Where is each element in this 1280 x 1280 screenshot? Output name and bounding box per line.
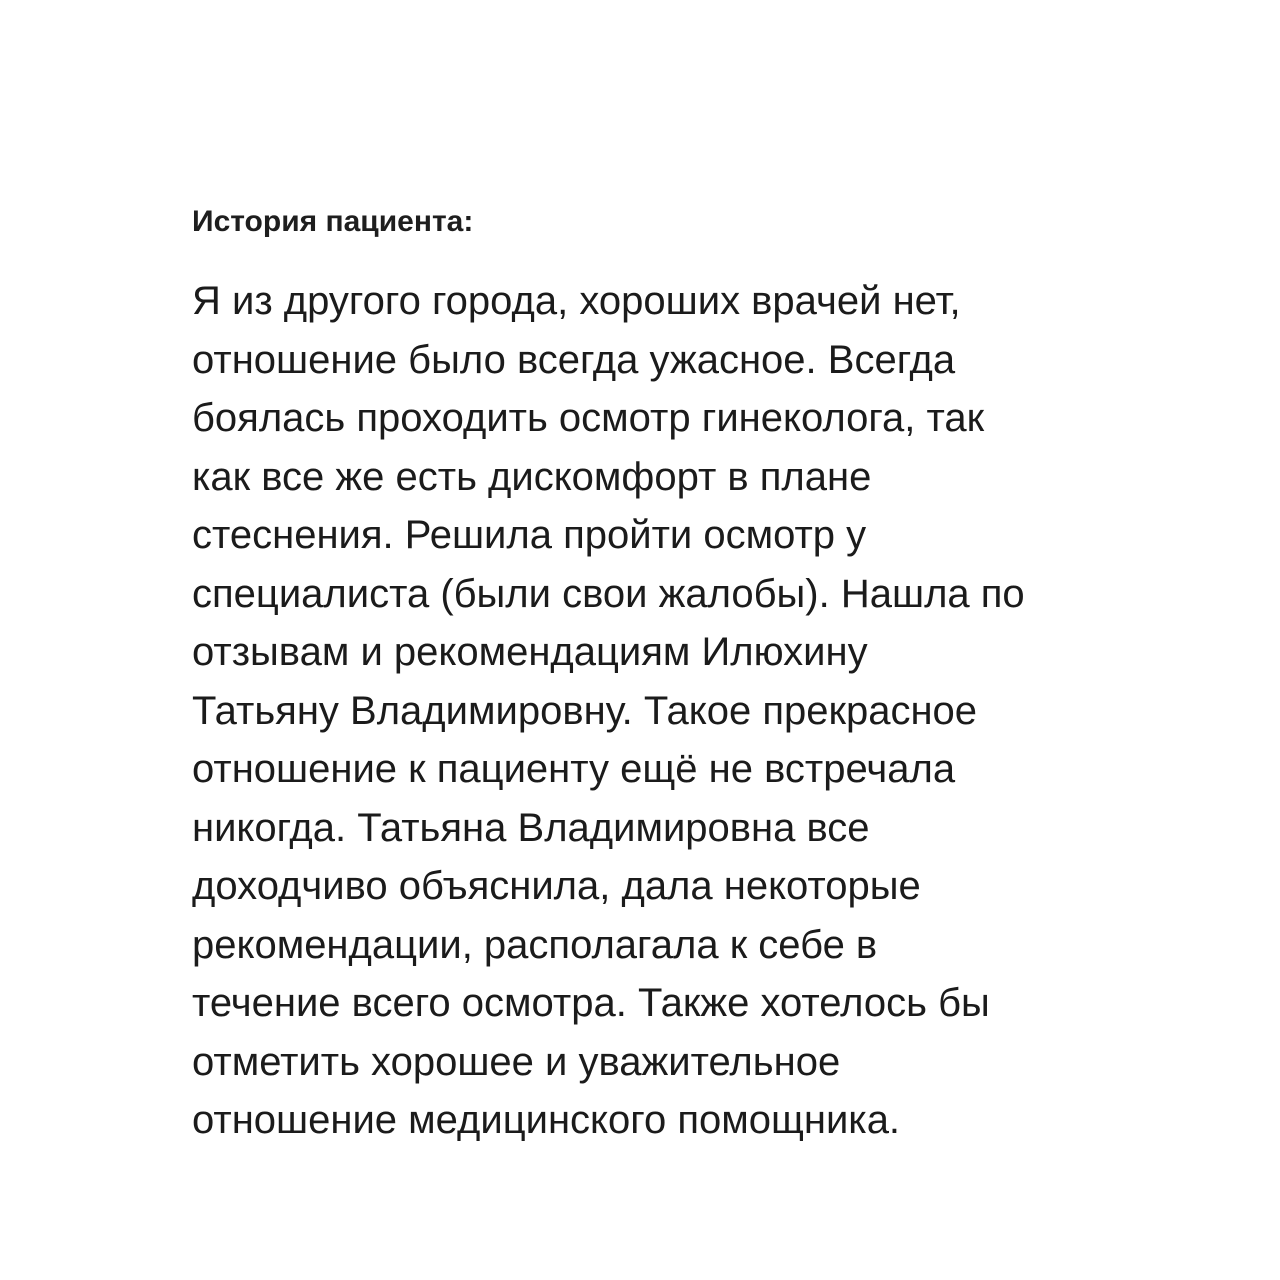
- story-line: специалиста (были свои жалобы). Нашла по: [192, 571, 1025, 616]
- story-line: доходчиво объяснила, дала некоторые: [192, 864, 921, 908]
- story-line: рекомендации, располагала к себе в: [192, 922, 878, 967]
- story-line: боялась проходить осмотр гинеколога, так: [192, 396, 985, 440]
- story-line: отношение было всегда ужасное. Всегда: [192, 337, 956, 382]
- story-line: как все же есть дискомфорт в плане: [192, 454, 872, 499]
- story-line: отношение к пациенту ещё не встречала: [192, 747, 956, 791]
- story-line: отношение медицинского помощника.: [192, 1098, 901, 1142]
- story-line: отзывам и рекомендациям Илюхину: [192, 630, 868, 674]
- patient-story-card: [192, 0, 1192, 1280]
- story-line: никогда. Татьяна Владимировна все: [192, 805, 870, 850]
- story-line: стеснения. Решила пройти осмотр у: [192, 513, 867, 557]
- story-line: Татьяну Владимировну. Такое прекрасное: [192, 688, 978, 733]
- story-line: Я из другого города, хороших врачей нет,: [192, 279, 961, 323]
- story-line: отметить хорошее и уважительное: [192, 1039, 841, 1084]
- story-text: [192, 272, 1025, 1150]
- story-heading: История пациента:: [192, 205, 474, 238]
- story-line: течение всего осмотра. Также хотелось бы: [192, 981, 990, 1025]
